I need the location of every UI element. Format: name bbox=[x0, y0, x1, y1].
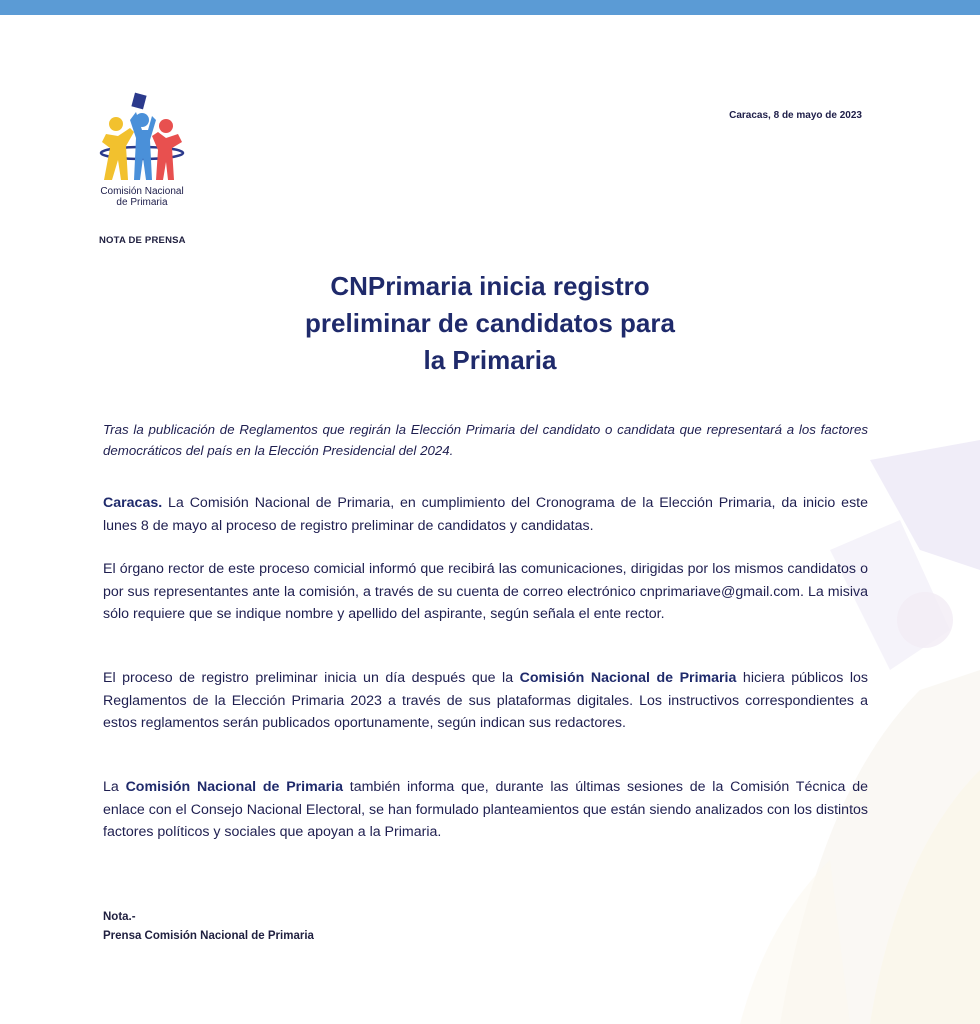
logo-caption-line1: Comisión Nacional bbox=[100, 186, 184, 197]
organization-name-bold: Comisión Nacional de Primaria bbox=[125, 779, 343, 795]
signature-press: Prensa Comisión Nacional de Primaria bbox=[103, 930, 314, 942]
paragraph-1-text: La Comisión Nacional de Primaria, en cumplimiento del Cronograma de la Elección Primaria, da inicio este lunes 8 de mayo al proceso de registro preliminar de candidatos y candidatas. bbox=[103, 495, 868, 534]
lead-paragraph: Tras la publicación de Reglamentos que regirán la Elección Primaria del candidato o candidata que representará a los factores democráticos del país en la Elección Presidencial del 2024. bbox=[103, 422, 868, 458]
people-voting-logo-icon bbox=[96, 90, 188, 186]
paragraph-3-before: El proceso de registro preliminar inicia un día después que la bbox=[103, 670, 520, 686]
body-paragraph-4 bbox=[103, 776, 868, 844]
headline-line2: preliminar de candidatos para bbox=[305, 308, 675, 338]
paragraph-4-before: La bbox=[103, 779, 126, 795]
headline bbox=[200, 268, 780, 379]
top-accent-bar bbox=[0, 0, 980, 15]
paragraph-3-after: hiciera públicos los Reglamentos de la Elección Primaria 2023 a través de sus plataformas digitales. Los instructivos correspondientes a estos reglamentos serán publicados oportunamente, según indican sus redactores. bbox=[103, 670, 869, 731]
organization-logo bbox=[92, 90, 192, 210]
logo-caption bbox=[92, 186, 192, 208]
document-date: Caracas, 8 de mayo de 2023 bbox=[729, 110, 862, 121]
body-paragraph-1 bbox=[103, 492, 868, 537]
paragraph-4-after: también informa que, durante las últimas sesiones de la Comisión Técnica de enlace con el Consejo Nacional Electoral, se han formulado planteamientos que están siendo analizados con los distintos factores políticos y sociales que apoyan a la Primaria. bbox=[103, 779, 869, 840]
headline-line1: CNPrimaria inicia registro bbox=[330, 271, 650, 301]
organization-name-bold: Comisión Nacional de Primaria bbox=[519, 670, 737, 686]
signature-block bbox=[103, 908, 314, 946]
logo-caption-line2: de Primaria bbox=[116, 197, 168, 208]
signature-note: Nota.- bbox=[103, 911, 136, 923]
body-paragraph-2: El órgano rector de este proceso comicial informó que recibirá las comunicaciones, dirigidas por los mismos candidatos o por sus representantes ante la comisión, a través de su cuenta de correo electrónico cnprimariave@gmail.com. La misiva sólo requiere que se indique nombre y apellido del aspirante, según señala el ente rector. bbox=[103, 561, 868, 622]
dateline: Caracas. bbox=[103, 495, 163, 511]
headline-line3: la Primaria bbox=[423, 345, 557, 375]
press-release-label: NOTA DE PRENSA bbox=[99, 235, 186, 246]
body-paragraph-3 bbox=[103, 667, 868, 735]
